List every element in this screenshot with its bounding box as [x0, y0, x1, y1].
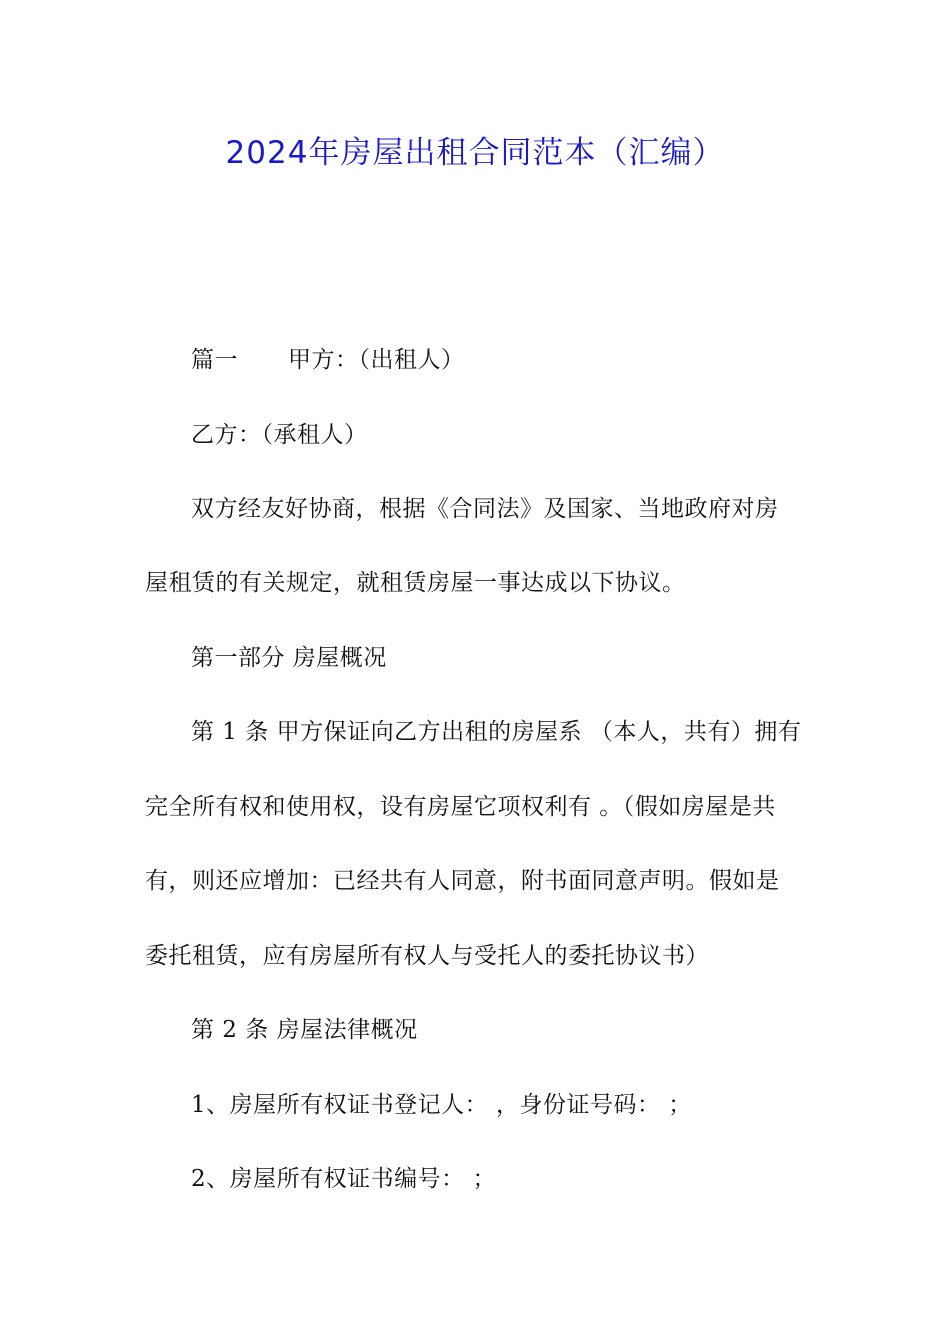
paragraph-intro-line-2: 屋租赁的有关规定，就租赁房屋一事达成以下协议。: [145, 570, 686, 596]
section-label: 篇一: [191, 347, 238, 373]
article-2-heading: 第 2 条 房屋法律概况: [191, 1017, 418, 1043]
party-a-text: 甲方：（出租人）: [288, 347, 465, 373]
paragraph-party-b: 乙方：（承租人）: [191, 422, 368, 448]
paragraph-intro-line-1: 双方经友好协商，根据《合同法》及国家、当地政府对房: [191, 496, 779, 522]
article-1-line-1: 第 1 条 甲方保证向乙方出租的房屋系 （本人，共有）拥有: [191, 719, 802, 745]
list-item-2: 2、房屋所有权证书编号： ；: [191, 1166, 496, 1192]
section-heading-part-1: 第一部分 房屋概况: [191, 645, 387, 671]
paragraph-party-a: [191, 340, 465, 380]
article-1-line-4: 委托租赁，应有房屋所有权人与受托人的委托协议书）: [145, 943, 709, 969]
article-1-line-3: 有，则还应增加：已经共有人同意，附书面同意声明。假如是: [145, 868, 780, 894]
article-1-line-2: 完全所有权和使用权，设有房屋它项权利有 。（假如房屋是共: [145, 794, 776, 820]
list-item-1: 1、房屋所有权证书登记人： ，身份证号码： ；: [191, 1092, 692, 1118]
document-title: 2024年房屋出租合同范本（汇编）: [225, 135, 725, 171]
